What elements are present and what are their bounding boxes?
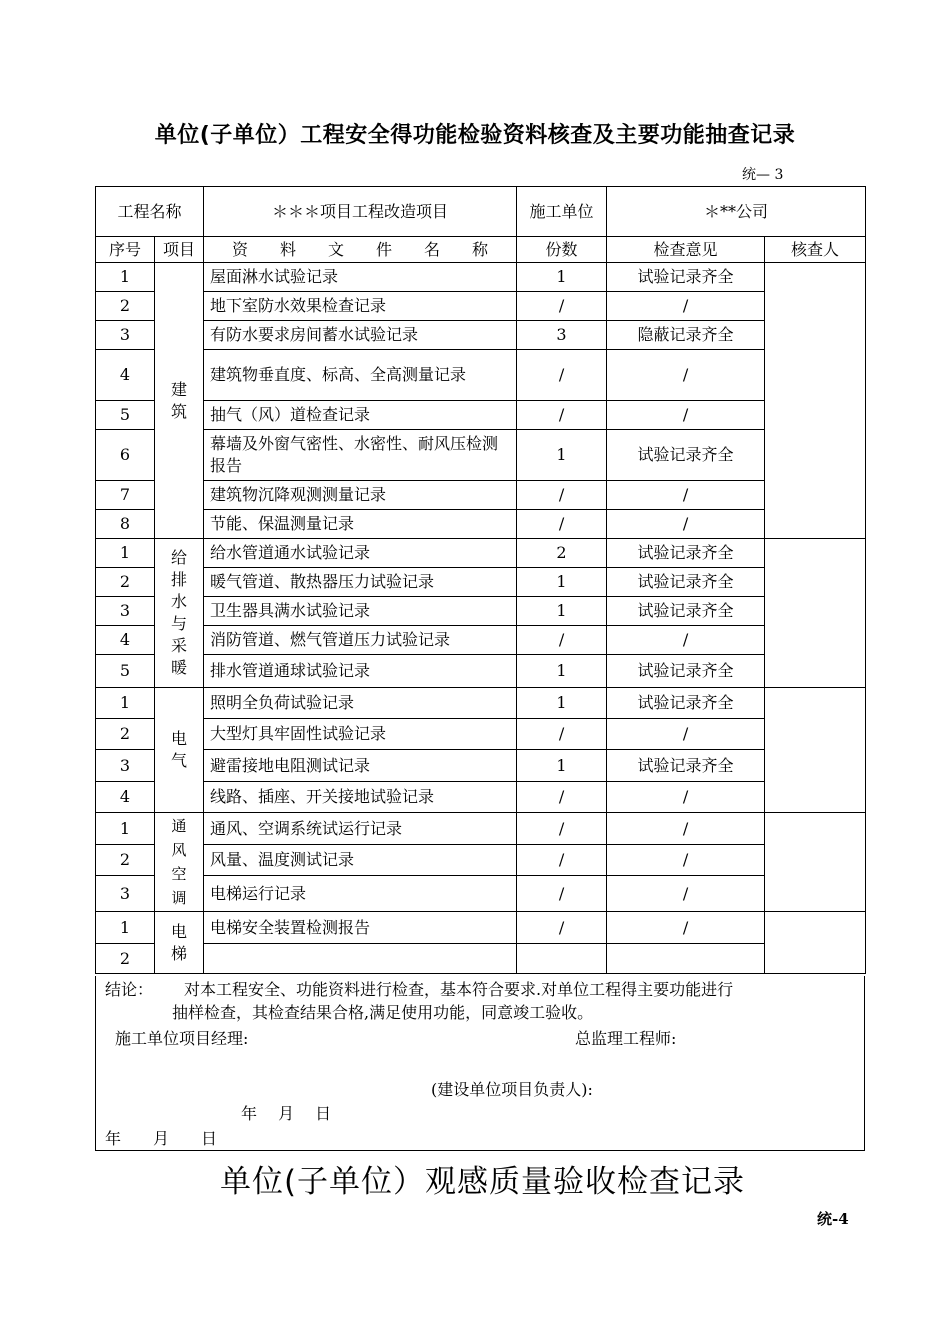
table-row (96, 568, 866, 597)
row-doc-name: 建筑物沉降观测测量记录 (204, 481, 517, 510)
row-seq: 1 (96, 263, 155, 292)
row-seq: 6 (96, 430, 155, 481)
row-doc-name: 建筑物垂直度、标高、全高测量记录 (204, 350, 517, 401)
row-copies: / (517, 912, 607, 944)
conclusion-label: 结论： (105, 980, 154, 999)
row-doc-name: 照明全负荷试验记录 (204, 688, 517, 719)
checker-cell[interactable] (765, 539, 866, 688)
row-opinion: 试验记录齐全 (607, 597, 765, 626)
row-seq: 2 (96, 568, 155, 597)
conclusion-box (95, 976, 865, 1151)
row-copies: 1 (517, 750, 607, 782)
row-seq: 2 (96, 292, 155, 321)
row-opinion: / (607, 350, 765, 401)
row-doc-name: 避雷接地电阻测试记录 (204, 750, 517, 782)
row-seq: 2 (96, 845, 155, 876)
project-name-label: 工程名称 (96, 187, 204, 237)
category-cell: 通 风 空 调 (155, 813, 204, 912)
row-seq: 3 (96, 321, 155, 350)
row-copies: 1 (517, 688, 607, 719)
table-row (96, 719, 866, 750)
row-seq: 3 (96, 876, 155, 912)
row-doc-name: 地下室防水效果检查记录 (204, 292, 517, 321)
table-row (96, 597, 866, 626)
row-opinion: / (607, 813, 765, 845)
row-opinion: 试验记录齐全 (607, 655, 765, 688)
row-copies: 1 (517, 655, 607, 688)
row-opinion: / (607, 510, 765, 539)
table-row (96, 655, 866, 688)
col-checker: 核查人 (765, 237, 866, 263)
category-cell: 给 排 水 与 采 暖 (155, 539, 204, 688)
table-row (96, 876, 866, 912)
row-opinion: / (607, 626, 765, 655)
column-header-row (96, 237, 866, 263)
row-copies: 1 (517, 597, 607, 626)
row-doc-name: 卫生器具满水试验记录 (204, 597, 517, 626)
row-opinion: / (607, 719, 765, 750)
row-copies: / (517, 401, 607, 430)
row-opinion: / (607, 845, 765, 876)
next-form-title: 单位(子单位）观感质量验收检查记录 (219, 1164, 746, 1200)
table-row (96, 782, 866, 813)
row-copies: 1 (517, 430, 607, 481)
checker-cell[interactable] (765, 912, 866, 974)
row-seq: 3 (96, 750, 155, 782)
table-row (96, 912, 866, 944)
row-doc-name: 通风、空调系统试运行记录 (204, 813, 517, 845)
table-row (96, 813, 866, 845)
table-row (96, 350, 866, 401)
row-copies: / (517, 481, 607, 510)
conclusion-line2: 抽样检查，其检查结果合格,满足使用功能，同意竣工验收。 (172, 1003, 594, 1022)
category-cell: 建 筑 (155, 263, 204, 539)
row-opinion: 试验记录齐全 (607, 539, 765, 568)
checker-cell[interactable] (765, 263, 866, 539)
table-row (96, 292, 866, 321)
row-opinion: 隐蔽记录齐全 (607, 321, 765, 350)
row-copies: / (517, 350, 607, 401)
row-opinion: 试验记录齐全 (607, 430, 765, 481)
row-doc-name (204, 944, 517, 974)
project-name-value: ＊＊＊项目工程改造项目 (204, 187, 517, 237)
col-copies: 份数 (517, 237, 607, 263)
row-opinion: / (607, 782, 765, 813)
row-seq: 4 (96, 350, 155, 401)
col-doc-name: 资 料 文 件 名 称 (204, 237, 517, 263)
date-2: 年 月 日 (105, 1129, 218, 1148)
row-seq: 2 (96, 944, 155, 974)
table-row (96, 510, 866, 539)
row-copies: 1 (517, 263, 607, 292)
row-copies: 2 (517, 539, 607, 568)
col-item: 项目 (155, 237, 204, 263)
table-row (96, 481, 866, 510)
row-copies: / (517, 510, 607, 539)
row-doc-name: 抽气（风）道检查记录 (204, 401, 517, 430)
form-title: 单位(子单位）工程安全得功能检验资料核查及主要功能抽查记录 (154, 123, 796, 148)
row-opinion: / (607, 292, 765, 321)
row-seq: 4 (96, 782, 155, 813)
conclusion-line1: 对本工程安全、功能资料进行检查，基本符合要求.对单位工程得主要功能进行 (184, 980, 734, 999)
form-code: 统— 3 (742, 167, 784, 183)
header-row (96, 187, 866, 237)
next-form-code: 统-4 (817, 1210, 849, 1228)
row-opinion: / (607, 876, 765, 912)
contractor-manager-label: 施工单位项目经理: (115, 1029, 249, 1048)
row-seq: 5 (96, 655, 155, 688)
contractor-value: ＊**公司 (607, 187, 866, 237)
col-opinion: 检查意见 (607, 237, 765, 263)
row-doc-name: 风量、温度测试记录 (204, 845, 517, 876)
row-seq: 2 (96, 719, 155, 750)
row-opinion: 试验记录齐全 (607, 688, 765, 719)
row-doc-name: 线路、插座、开关接地试验记录 (204, 782, 517, 813)
table-row (96, 321, 866, 350)
row-seq: 5 (96, 401, 155, 430)
table-row (96, 430, 866, 481)
row-copies: / (517, 876, 607, 912)
row-seq: 8 (96, 510, 155, 539)
row-seq: 1 (96, 912, 155, 944)
row-doc-name: 屋面淋水试验记录 (204, 263, 517, 292)
row-copies (517, 944, 607, 974)
row-seq: 3 (96, 597, 155, 626)
col-seq: 序号 (96, 237, 155, 263)
table-row (96, 944, 866, 974)
owner-rep-label: (建设单位项目负责人): (431, 1080, 593, 1099)
row-doc-name: 电梯安全装置检测报告 (204, 912, 517, 944)
row-seq: 1 (96, 813, 155, 845)
row-doc-name: 节能、保温测量记录 (204, 510, 517, 539)
row-doc-name: 排水管道通球试验记录 (204, 655, 517, 688)
row-doc-name: 暖气管道、散热器压力试验记录 (204, 568, 517, 597)
row-seq: 7 (96, 481, 155, 510)
row-copies: / (517, 813, 607, 845)
row-doc-name: 给水管道通水试验记录 (204, 539, 517, 568)
row-seq: 1 (96, 688, 155, 719)
inspection-table (95, 186, 866, 974)
category-cell: 电 气 (155, 688, 204, 813)
table-row (96, 688, 866, 719)
row-doc-name: 有防水要求房间蓄水试验记录 (204, 321, 517, 350)
row-opinion: 试验记录齐全 (607, 568, 765, 597)
row-opinion (607, 944, 765, 974)
table-row (96, 401, 866, 430)
row-opinion: / (607, 912, 765, 944)
row-copies: / (517, 626, 607, 655)
date-1: 年 月 日 (241, 1104, 332, 1123)
table-row (96, 626, 866, 655)
row-copies: 3 (517, 321, 607, 350)
row-doc-name: 大型灯具牢固性试验记录 (204, 719, 517, 750)
row-opinion: 试验记录齐全 (607, 263, 765, 292)
table-row (96, 263, 866, 292)
row-opinion: 试验记录齐全 (607, 750, 765, 782)
table-row (96, 539, 866, 568)
table-row (96, 845, 866, 876)
row-doc-name: 消防管道、燃气管道压力试验记录 (204, 626, 517, 655)
row-copies: / (517, 782, 607, 813)
row-copies: / (517, 845, 607, 876)
contractor-label: 施工单位 (517, 187, 607, 237)
row-opinion: / (607, 481, 765, 510)
table-row (96, 750, 866, 782)
row-seq: 4 (96, 626, 155, 655)
row-copies: 1 (517, 568, 607, 597)
row-copies: / (517, 292, 607, 321)
category-cell: 电 梯 (155, 912, 204, 974)
row-seq: 1 (96, 539, 155, 568)
chief-supervisor-label: 总监理工程师: (575, 1029, 677, 1048)
row-opinion: / (607, 401, 765, 430)
row-doc-name: 幕墙及外窗气密性、水密性、耐风压检测报告 (204, 430, 517, 481)
checker-cell[interactable] (765, 688, 866, 813)
row-copies: / (517, 719, 607, 750)
checker-cell[interactable] (765, 813, 866, 912)
row-doc-name: 电梯运行记录 (204, 876, 517, 912)
